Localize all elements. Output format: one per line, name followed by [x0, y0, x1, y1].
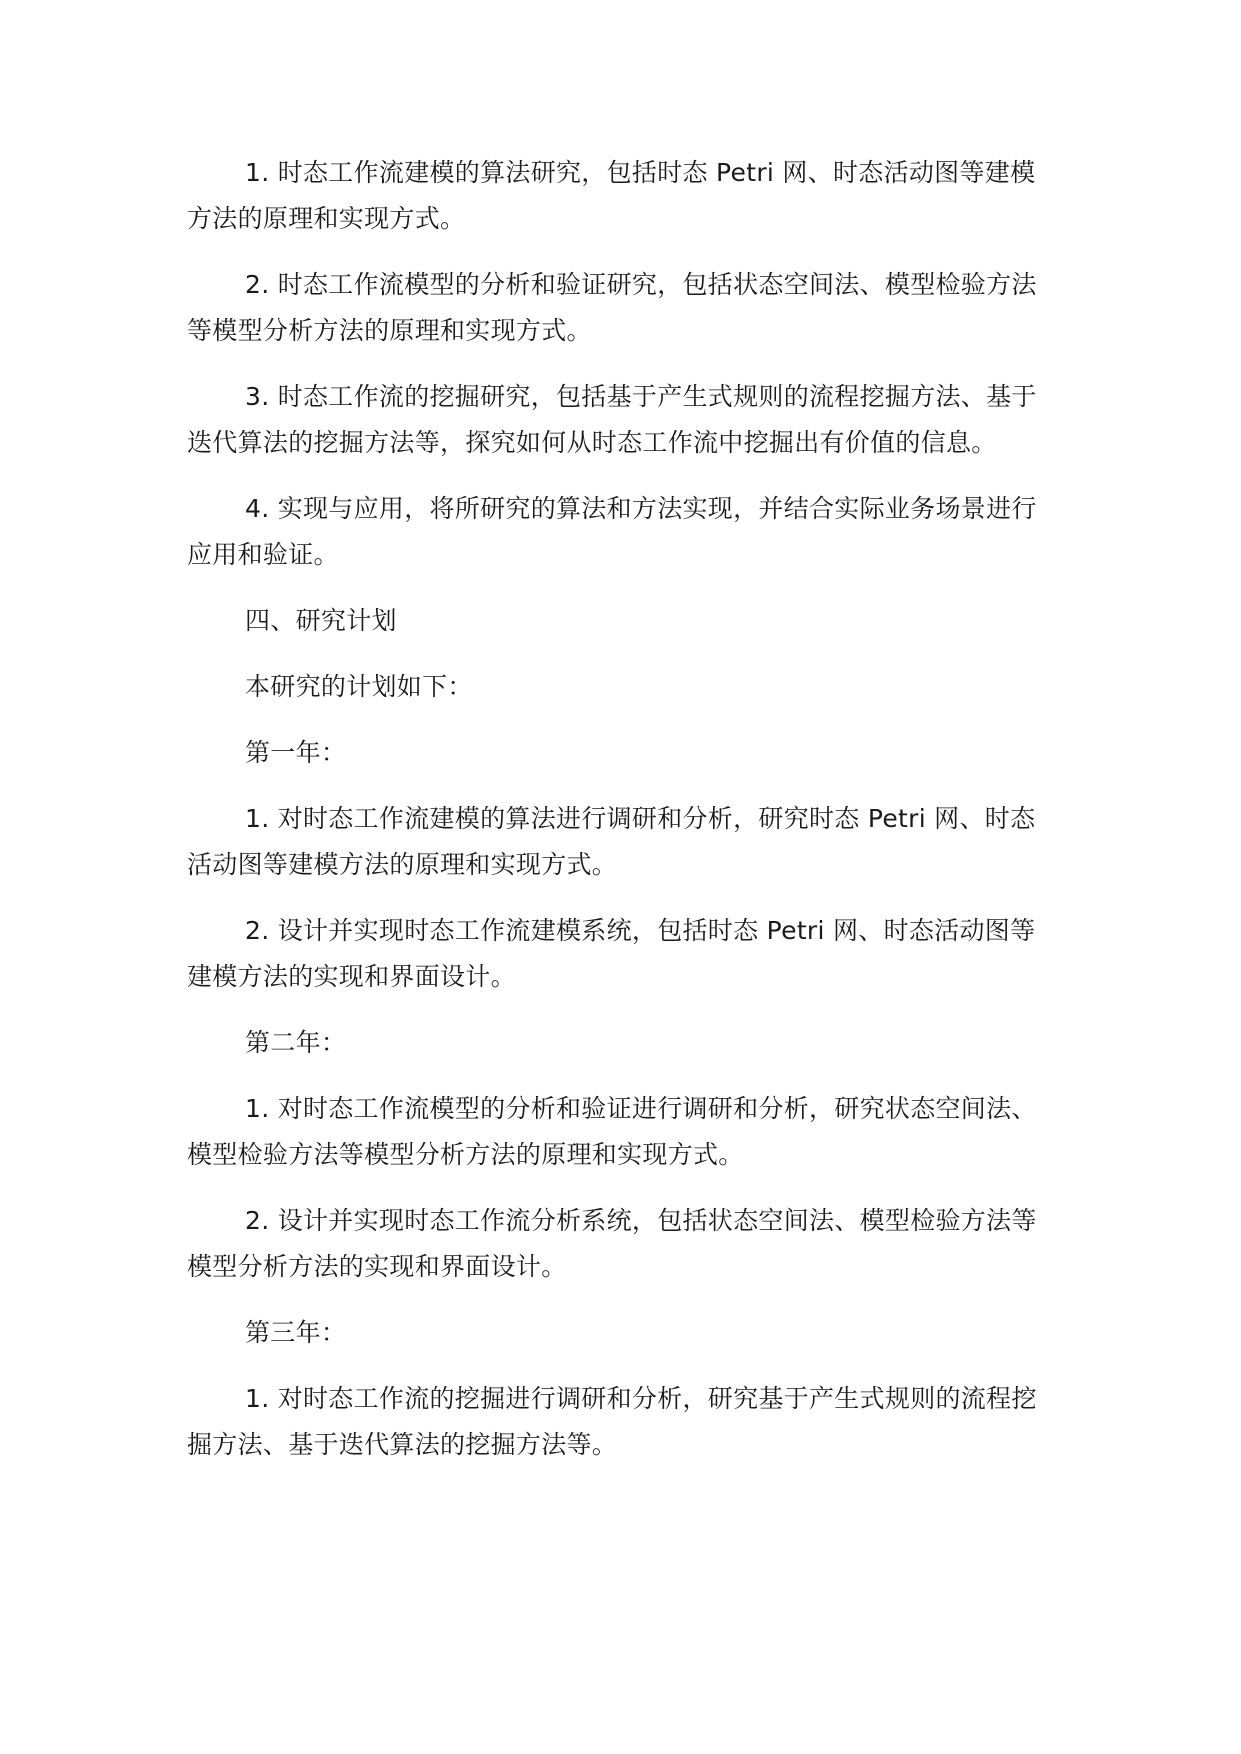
year-1-item-1: 1. 对时态工作流建模的算法进行调研和分析，研究时态 Petri 网、时态活动图等建模方法的原理和实现方式。: [187, 804, 1036, 879]
year-2-item-1: 1. 对时态工作流模型的分析和验证进行调研和分析，研究状态空间法、模型检验方法等模型分析方法的原理和实现方式。: [187, 1094, 1037, 1169]
research-content-item-2: 2. 时态工作流模型的分析和验证研究，包括状态空间法、模型检验方法等模型分析方法的原理和实现方式。: [187, 270, 1037, 345]
year-2-item-2: 2. 设计并实现时态工作流分析系统，包括状态空间法、模型检验方法等模型分析方法的实现和界面设计。: [187, 1206, 1037, 1281]
plan-intro: 本研究的计划如下：: [245, 672, 473, 701]
year-2-heading: 第二年：: [245, 1028, 347, 1057]
year-3-heading: 第三年：: [245, 1318, 347, 1347]
document-body: [187, 150, 1057, 1488]
section-heading-research-plan: 四、研究计划: [245, 606, 397, 635]
research-content-item-3: 3. 时态工作流的挖掘研究，包括基于产生式规则的流程挖掘方法、基于迭代算法的挖掘方法等，探究如何从时态工作流中挖掘出有价值的信息。: [187, 382, 1037, 457]
year-1-item-2: 2. 设计并实现时态工作流建模系统，包括时态 Petri 网、时态活动图等建模方法的实现和界面设计。: [187, 916, 1036, 991]
research-content-item-1: 1. 时态工作流建模的算法研究，包括时态 Petri 网、时态活动图等建模方法的原理和实现方式。: [187, 158, 1036, 233]
year-1-heading: 第一年：: [245, 738, 347, 767]
research-content-item-4: 4. 实现与应用，将所研究的算法和方法实现，并结合实际业务场景进行应用和验证。: [187, 494, 1037, 569]
year-3-item-1: 1. 对时态工作流的挖掘进行调研和分析，研究基于产生式规则的流程挖掘方法、基于迭代算法的挖掘方法等。: [187, 1384, 1037, 1459]
